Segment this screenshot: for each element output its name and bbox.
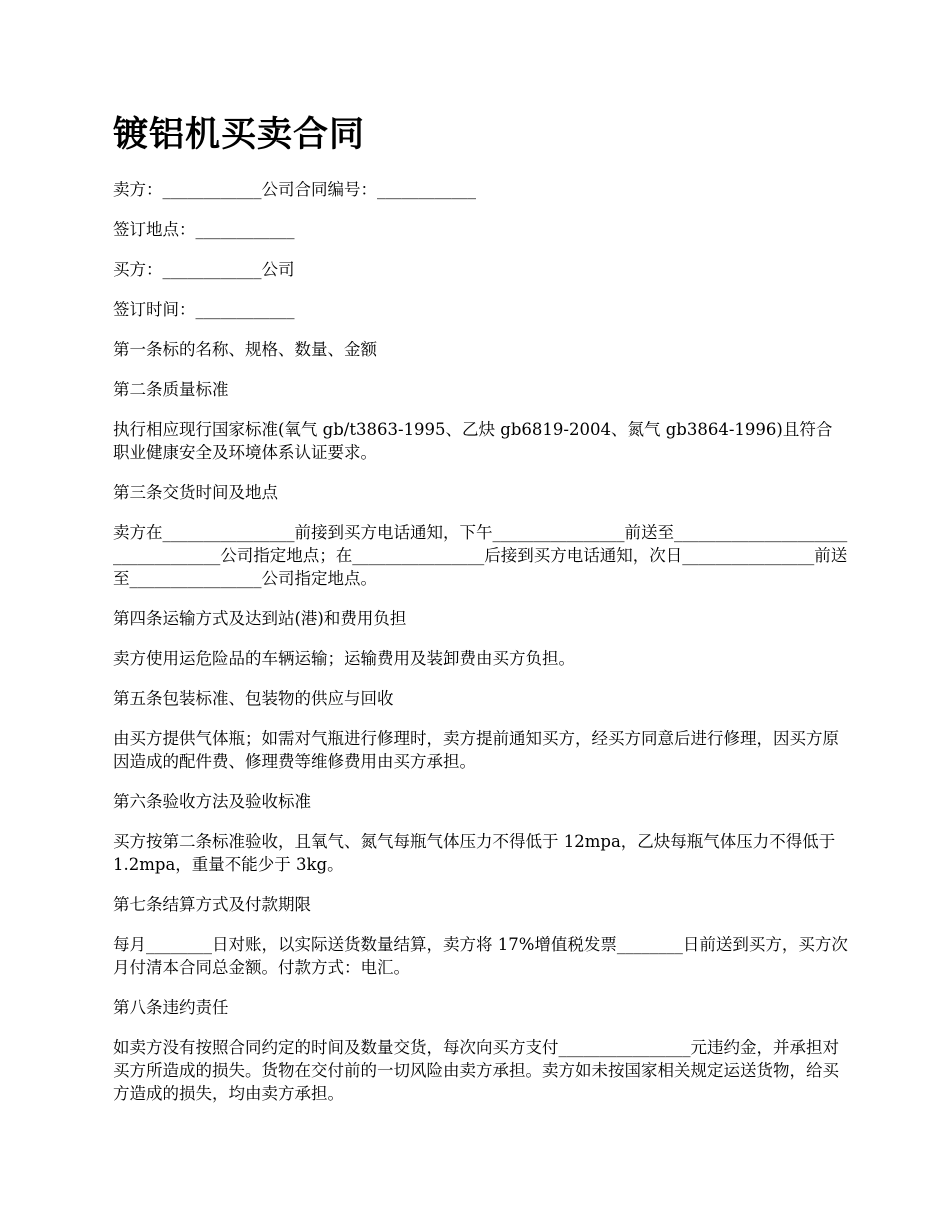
article-1-heading: 第一条标的名称、规格、数量、金额 <box>113 340 377 359</box>
buyer-line: 买方：____________公司 <box>113 260 295 279</box>
signing-place-line: 签订地点：____________ <box>113 220 295 239</box>
seller-line: 卖方：____________公司合同编号：____________ <box>113 180 476 199</box>
article-3-heading: 第三条交货时间及地点 <box>113 483 278 502</box>
article-8-body: 如卖方没有按照合同约定的时间及数量交货，每次向买方支付________________元违约金，并承担对买方所造成的损失。货物在交付前的一切风险由卖方承担。卖方如未按国家相关规定运送货物，给买方造成的损失，均由卖方承担。 <box>113 1038 839 1103</box>
article-7-heading: 第七条结算方式及付款期限 <box>113 895 311 914</box>
article-4-body: 卖方使用运危险品的车辆运输；运输费用及装卸费由买方负担。 <box>113 649 575 668</box>
document-title: 镀铝机买卖合同 <box>113 115 366 155</box>
article-2-body: 执行相应现行国家标准(氧气 gb/t3863-1995、乙炔 gb6819-2004、氮气 gb3864-1996)且符合职业健康安全及环境体系认证要求。 <box>113 420 833 462</box>
article-5-body: 由买方提供气体瓶；如需对气瓶进行修理时，卖方提前通知买方，经买方同意后进行修理，因买方原因造成的配件费、修理费等维修费用由买方承担。 <box>113 729 839 771</box>
article-7-body: 每月________日对账，以实际送货数量结算，卖方将 17%增值税发票________日前送到买方，买方次月付清本合同总金额。付款方式：电汇。 <box>113 935 848 977</box>
article-2-heading: 第二条质量标准 <box>113 380 229 399</box>
article-6-body: 买方按第二条标准验收，且氧气、氮气每瓶气体压力不得低于 12mpa，乙炔每瓶气体压力不得低于 1.2mpa，重量不能少于 3kg。 <box>113 832 836 874</box>
article-3-body: 卖方在________________前接到买方电话通知，下午________________前送至__________________________________公司指定地点；在________________后接到买方电话通知，次日________________前送至________________公司指定地点。 <box>113 523 848 588</box>
article-4-heading: 第四条运输方式及达到站(港)和费用负担 <box>113 609 407 628</box>
document-page <box>113 112 848 1122</box>
article-5-heading: 第五条包装标准、包装物的供应与回收 <box>113 689 394 708</box>
article-8-heading: 第八条违约责任 <box>113 998 229 1017</box>
article-6-heading: 第六条验收方法及验收标准 <box>113 792 311 811</box>
signing-time-line: 签订时间：____________ <box>113 300 295 319</box>
